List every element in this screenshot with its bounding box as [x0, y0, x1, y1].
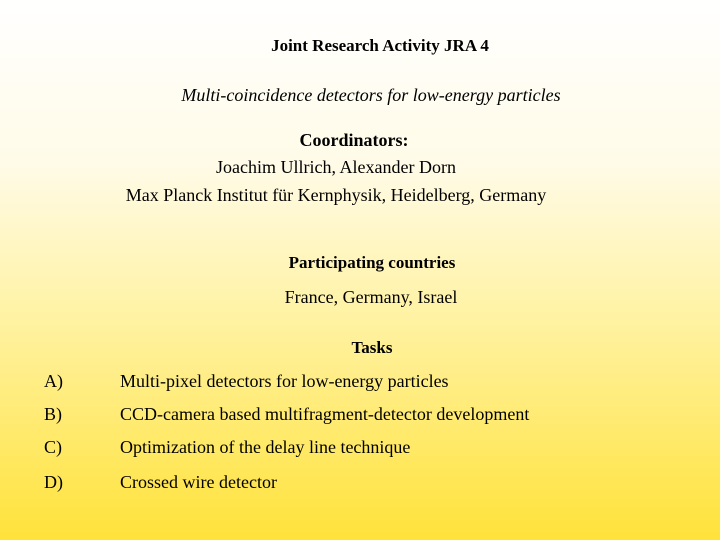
task-text: CCD-camera based multifragment-detector development [120, 404, 530, 424]
task-item-c [0, 437, 720, 461]
page-subtitle: Multi-coincidence detectors for low-energy particles [181, 85, 561, 105]
task-text: Crossed wire detector [120, 472, 277, 492]
task-item-a [0, 371, 720, 395]
coordinators-heading: Coordinators: [299, 130, 409, 150]
task-letter: B) [44, 404, 62, 424]
coordinators-institute: Max Planck Institut für Kernphysik, Heidelberg, Germany [125, 185, 547, 205]
task-letter: A) [44, 371, 63, 391]
task-letter: D) [44, 472, 63, 492]
task-text: Optimization of the delay line technique [120, 437, 411, 457]
tasks-heading: Tasks [351, 338, 393, 357]
task-letter: C) [44, 437, 62, 457]
task-text: Multi-pixel detectors for low-energy particles [120, 371, 449, 391]
coordinators-names: Joachim Ullrich, Alexander Dorn [216, 157, 456, 177]
task-item-d [0, 472, 720, 496]
participating-countries-heading: Participating countries [288, 253, 456, 272]
page-title: Joint Research Activity JRA 4 [271, 36, 489, 55]
participating-countries-list: France, Germany, Israel [284, 287, 458, 307]
task-item-b [0, 404, 720, 428]
